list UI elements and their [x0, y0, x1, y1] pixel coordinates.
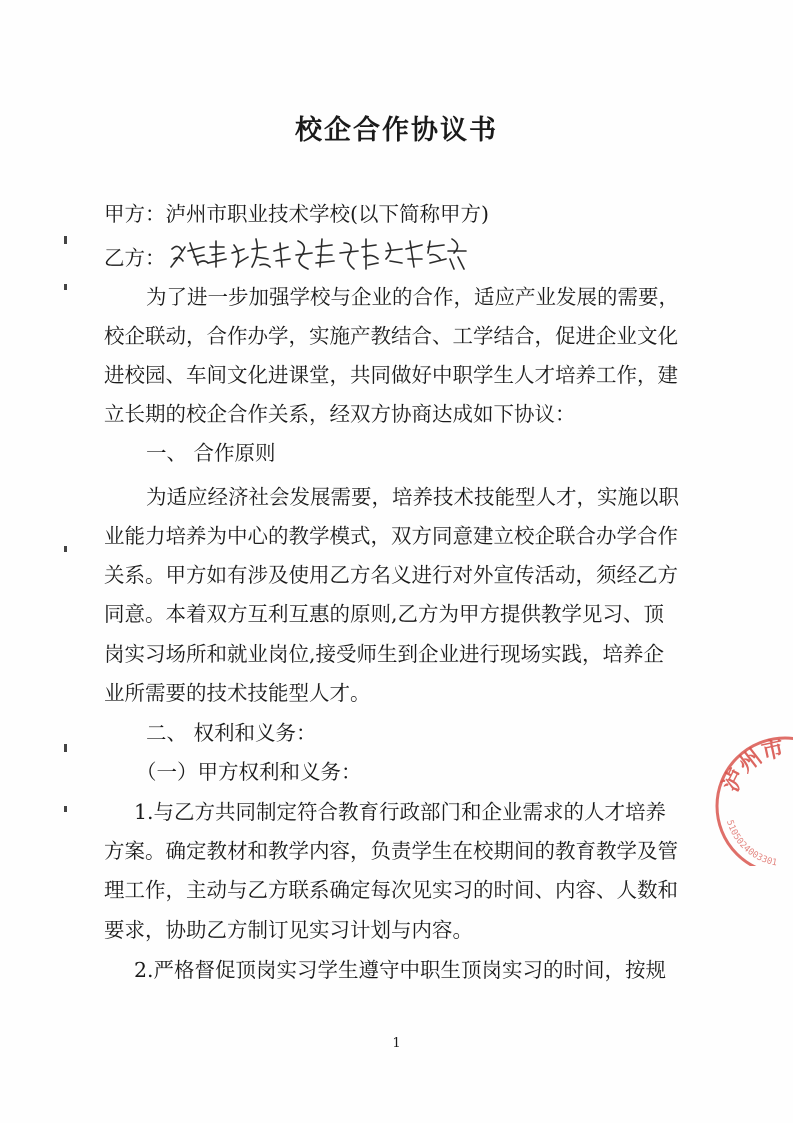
official-seal-partial [705, 726, 793, 866]
signature-scribble [168, 233, 478, 273]
paragraph-line-11: 1.与乙方共同制定符合教育行政部门和企业需求的人才培养 [134, 800, 667, 824]
paragraph-line-5: 为适应经济社会发展需要，培养技术技能型人才，实施以职 [146, 485, 679, 509]
seal-stamp [705, 726, 793, 866]
paragraph-line-2: 校企联动，合作办学，实施产教结合、工学结合，促进企业文化 [104, 324, 678, 348]
paragraph-line-15: 2.严格督促顶岗实习学生遵守中职生顶岗实习的时间，按规 [134, 958, 667, 982]
binding-mark [64, 236, 67, 244]
paragraph-line-13: 理工作，主动与乙方联系确定每次见实习的时间、内容、人数和 [104, 878, 678, 902]
seal-text: 泸州市 [718, 736, 787, 796]
svg-text:5105024003301 [724, 819, 778, 866]
binding-mark [64, 546, 67, 552]
paragraph-line-3: 进校园、车间文化进课堂，共同做好中职学生人才培养工作，建 [104, 363, 678, 387]
binding-mark [64, 744, 67, 752]
paragraph-line-12: 方案。确定教材和教学内容，负责学生在校期间的教育教学及管 [104, 839, 678, 863]
paragraph-line-7: 关系。甲方如有涉及使用乙方名义进行对外宣传活动，须经乙方 [104, 563, 678, 587]
paragraph-line-4: 立长期的校企合作关系，经双方协商达成如下协议： [104, 402, 576, 426]
party-b-label: 乙方： [104, 246, 166, 270]
paragraph-line-14: 要求，协助乙方制订见实习计划与内容。 [104, 918, 473, 942]
page-number: 1 [392, 1036, 401, 1051]
paragraph-line-6: 业能力培养为中心的教学模式，双方同意建立校企联合办学合作 [104, 524, 678, 548]
section-heading-principles: 一、 合作原则 [146, 441, 276, 465]
party-b-handwritten-signature [168, 233, 478, 273]
subsection-heading-party-a: （一）甲方权利和义务： [136, 760, 362, 784]
paragraph-line-10: 业所需要的技术技能型人才。 [104, 681, 371, 705]
party-a-line: 甲方：泸州市职业技术学校(以下简称甲方) [104, 202, 489, 226]
section-heading-rights: 二、 权利和义务： [146, 721, 317, 745]
paragraph-line-1: 为了进一步加强学校与企业的合作，适应产业发展的需要， [146, 285, 679, 309]
paragraph-line-8: 同意。本着双方互利互惠的原则,乙方为甲方提供教学见习、顶 [104, 602, 665, 626]
document-title: 校企合作协议书 [295, 115, 498, 146]
seal-digits: 5105024003301 [724, 818, 778, 866]
paragraph-line-9: 岗实习场所和就业岗位,接受师生到企业进行现场实践，培养企 [104, 642, 665, 666]
binding-mark [64, 806, 67, 812]
binding-mark [64, 284, 67, 290]
